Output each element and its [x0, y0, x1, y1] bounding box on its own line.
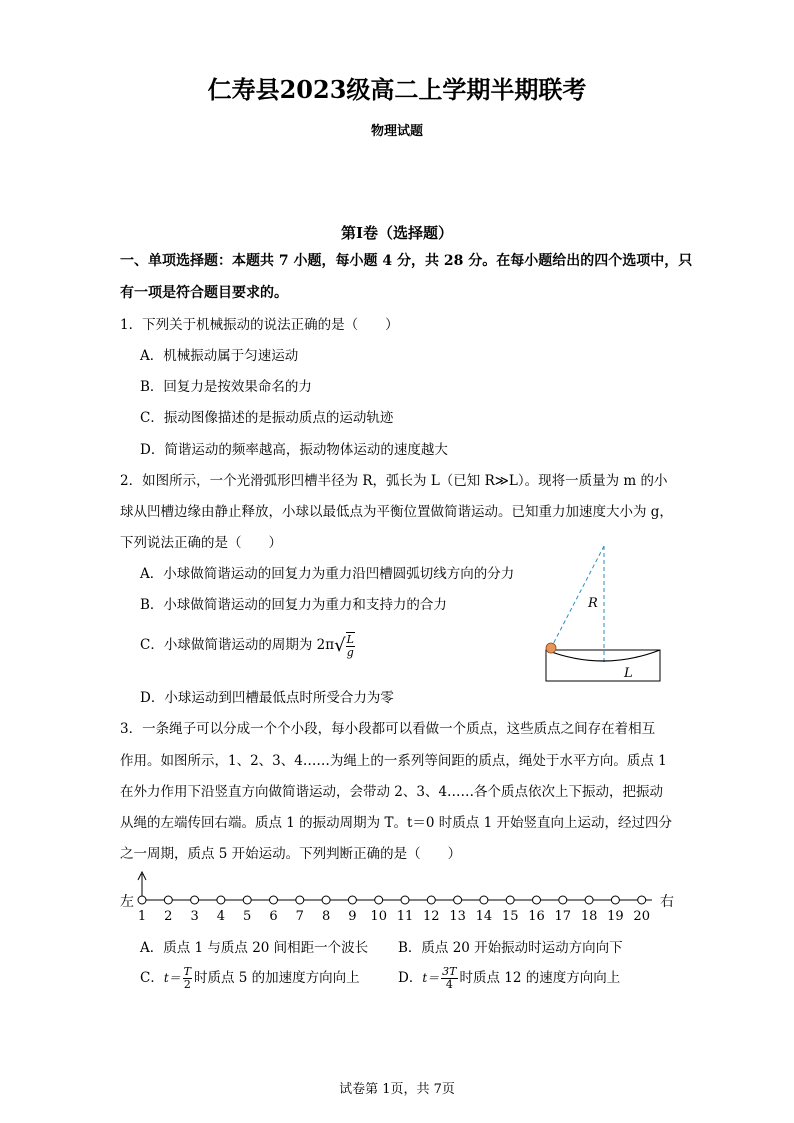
q3-rope-point-label: 13	[449, 909, 466, 924]
q3-rope-point	[585, 896, 593, 904]
q3-rope-point-label: 15	[501, 909, 519, 924]
q3-option-c-denominator: 2	[183, 978, 191, 991]
q3-rope-point	[375, 896, 383, 904]
q3-rope-point-label: 6	[269, 909, 278, 924]
q3-rope-point-label: 5	[243, 909, 252, 924]
section-heading-line1: 一、单项选择题：本题共 7 小题，每小题 4 分，共 28 分。在每小题给出的四个选项中，只	[120, 253, 693, 269]
q3-option-d-denominator: 4	[445, 978, 453, 991]
q2-option-a: A．小球做简谐运动的回复力为重力沿凹槽圆弧切线方向的分力	[140, 566, 515, 582]
q2-stem-line1: 2．如图所示，一个光滑弧形凹槽半径为 R，弧长为 L（已知 R≫L）。现将一质量为 m 的小	[120, 473, 668, 489]
q2-stem-line3: 下列说法正确的是（ ）	[120, 535, 282, 551]
q3-rope-point	[506, 896, 514, 904]
q2-option-d: D．小球运动到凹槽最低点时所受合力为零	[140, 690, 394, 706]
q3-rope-point-label: 17	[554, 909, 572, 924]
q3-option-c-label: C．	[140, 970, 164, 986]
q3-option-d	[398, 966, 620, 991]
q3-rope-figure	[112, 868, 682, 924]
q3-rope-point	[401, 896, 409, 904]
q3-rope-point	[427, 896, 435, 904]
q3-stem-line3: 在外力作用下沿竖直方向做简谐运动，会带动 2、3、4……各个质点依次上下振动，把振动	[120, 784, 664, 800]
q3-rope-point	[270, 896, 278, 904]
q3-rope-point	[348, 896, 356, 904]
q3-rope-point	[217, 896, 225, 904]
q3-rope-point	[296, 896, 304, 904]
q3-rope-point	[322, 896, 330, 904]
q3-rope-point	[611, 896, 619, 904]
q3-rope-point	[638, 896, 646, 904]
q3-rope-point-label: 10	[370, 909, 387, 924]
q1-option-d: D．简谐运动的频率越高，振动物体运动的速度越大	[140, 442, 448, 458]
q3-rope-point-label: 2	[164, 909, 173, 924]
q2-option-b: B．小球做简谐运动的回复力为重力和支持力的合力	[140, 597, 447, 613]
q3-option-c	[140, 966, 360, 991]
q3-option-c-text: 时质点 5 的加速度方向向上	[194, 970, 360, 986]
q3-rope-point	[533, 896, 541, 904]
q2-arc	[546, 650, 660, 661]
q3-label-left: 左	[120, 894, 134, 910]
q2-stem-line2: 球从凹槽边缘由静止释放，小球以最低点为平衡位置做简谐运动。已知重力加速度大小为 g，	[120, 504, 673, 520]
q3-rope-point-label: 11	[396, 909, 414, 924]
q1-option-c: C．振动图像描述的是振动质点的运动轨迹	[140, 410, 394, 426]
q3-rope-point-label: 4	[216, 909, 226, 924]
q2-option-c-numerator: L	[346, 633, 354, 646]
q1-option-a: A．机械振动属于匀速运动	[140, 348, 299, 364]
q3-rope-point-label: 7	[295, 909, 304, 924]
q2-option-c-denominator: g	[346, 646, 354, 659]
q3-rope-point	[164, 896, 172, 904]
q3-rope-point-label: 16	[528, 909, 545, 924]
q3-option-d-text: 时质点 12 的速度方向向上	[459, 970, 621, 986]
q3-rope-point-label: 19	[607, 909, 624, 924]
part-title: 第Ⅰ卷（选择题）	[340, 224, 454, 242]
q3-stem-line5: 之一周期，质点 5 开始运动。下列判断正确的是（ ）	[120, 846, 462, 862]
q3-stem-line1: 3．一条绳子可以分成一个个小段，每小段都可以看做一个质点，这些质点之间存在着相互	[120, 721, 656, 737]
q3-rope-point	[243, 896, 251, 904]
q1-stem: 1．下列关于机械振动的说法正确的是（ ）	[120, 317, 399, 333]
q3-option-d-numerator: 3T	[442, 965, 457, 978]
q3-rope-point-label: 8	[321, 909, 331, 924]
section-heading-line2: 有一项是符合题目要求的。	[120, 285, 288, 301]
q3-stem-line2: 作用。如图所示，1、2、3、4……为绳上的一系列等间距的质点，绳处于水平方向。质点 1	[120, 753, 667, 769]
q3-rope-point-label: 20	[633, 909, 650, 924]
q3-rope-point-label: 9	[348, 909, 357, 924]
page-title: 仁寿县2023级高二上学期半期联考	[207, 75, 587, 104]
q3-option-c-numerator: T	[183, 965, 192, 978]
q3-rope-point-label: 18	[580, 909, 598, 924]
q3-rope-point-label: 14	[475, 909, 493, 924]
q3-rope-point-label: 1	[137, 909, 147, 924]
q1-option-b: B．回复力是按效果命名的力	[140, 379, 312, 395]
q3-rope-point	[454, 896, 462, 904]
q2-figure	[538, 540, 668, 685]
q3-option-a: A．质点 1 与质点 20 间相距一个波长	[140, 940, 369, 956]
page-subtitle: 物理试题	[370, 124, 423, 139]
q2-label-r: R	[588, 596, 598, 611]
q3-option-d-var: t＝	[422, 971, 440, 985]
q3-rope-point	[480, 896, 488, 904]
q2-option-c: C．小球做简谐运动的周期为 2π√ $\frac{L}{g}$	[140, 633, 354, 659]
q2-groove-box	[546, 650, 660, 681]
q3-option-b: B．质点 20 开始振动时运动方向向下	[398, 940, 623, 956]
q3-rope-point	[559, 896, 567, 904]
q2-label-l: L	[624, 666, 633, 681]
q3-stem-line4: 从绳的左端传回右端。质点 1 的振动周期为 T。t＝0 时质点 1 开始竖直向上运动，经过四分	[120, 815, 672, 831]
q3-option-c-var: t＝	[163, 971, 181, 985]
q3-rope-point-label: 3	[190, 909, 199, 924]
q3-option-d-label: D．	[398, 970, 423, 986]
page-footer: 试卷第 1页，共 7页	[339, 1082, 455, 1097]
q3-label-right: 右	[660, 894, 674, 910]
q2-option-c-text: C．小球做简谐运动的周期为 2π	[140, 637, 335, 653]
q3-rope-point	[191, 896, 199, 904]
q3-rope-point	[138, 896, 146, 904]
q3-rope-point-label: 12	[423, 909, 440, 924]
q2-ball	[546, 643, 556, 653]
